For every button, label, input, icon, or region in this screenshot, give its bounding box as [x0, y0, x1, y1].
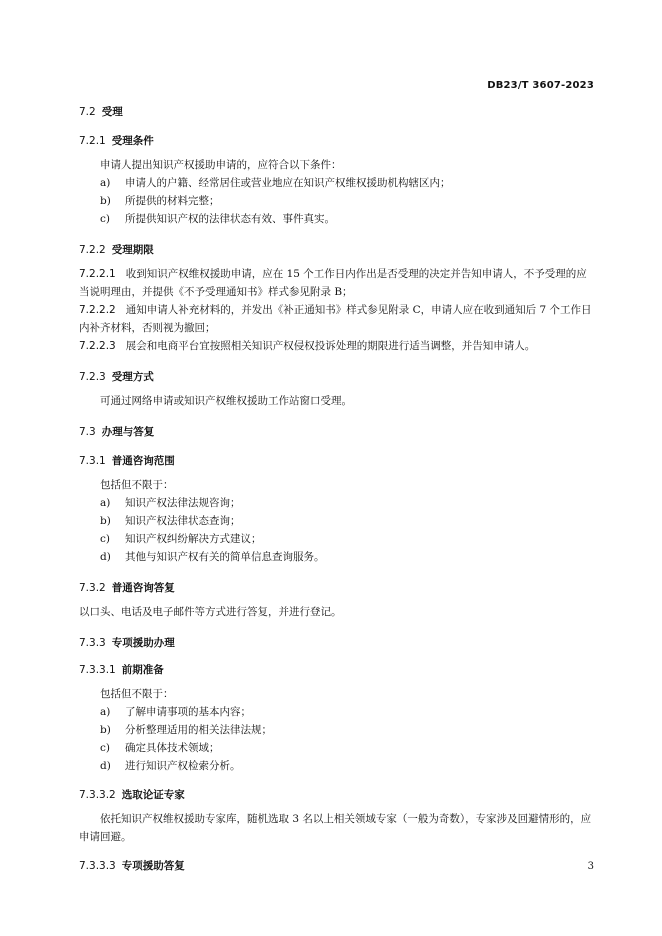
list-item: a) 了解申请事项的基本内容；	[100, 706, 251, 718]
list-item: c) 所提供知识产权的法律状态有效、事件真实。	[100, 213, 335, 225]
paragraph: 包括但不限于：	[100, 688, 174, 700]
list-item: b) 知识产权法律状态查询；	[100, 515, 241, 527]
list-item: a) 申请人的户籍、经常居住或营业地应在知识产权维权援助机构辖区内；	[100, 177, 451, 189]
list-item: d) 进行知识产权检索分析。	[100, 760, 241, 772]
section-heading-7-2-3: 7.2.3 受理方式	[79, 371, 154, 383]
clause-7-2-2-1: 7.2.2.1 收到知识产权维权援助申请，应在 15 个工作日内作出是否受理的决定并告知申请人，不予受理的应当说明理由，并提供《不予受理通知书》样式参见附录 B；	[79, 268, 587, 298]
section-heading-7-2-2: 7.2.2 受理期限	[79, 244, 154, 256]
condition-list	[79, 174, 595, 228]
section-heading-7-3-2: 7.3.2 普通咨询答复	[79, 582, 175, 594]
paragraph: 申请人提出知识产权援助申请的，应符合以下条件：	[100, 159, 342, 171]
list-item: b) 所提供的材料完整；	[100, 195, 220, 207]
list-item: a) 知识产权法律法规咨询；	[100, 497, 241, 509]
page-number: 3	[587, 861, 594, 872]
paragraph: 包括但不限于：	[100, 479, 174, 491]
consult-scope-list	[79, 494, 595, 566]
section-heading-7-2: 7.2 受理	[79, 106, 123, 118]
section-heading-7-3-3-1: 7.3.3.1 前期准备	[79, 664, 164, 676]
document-body	[79, 104, 595, 881]
list-item: c) 确定具体技术领域；	[100, 742, 220, 754]
section-heading-7-3-3: 7.3.3 专项援助办理	[79, 637, 175, 649]
section-heading-7-3-1: 7.3.1 普通咨询范围	[79, 455, 175, 467]
preparation-list	[79, 703, 595, 775]
section-heading-7-3: 7.3 办理与答复	[79, 426, 155, 438]
section-heading-7-3-3-2: 7.3.3.2 选取论证专家	[79, 789, 185, 801]
paragraph: 以口头、电话及电子邮件等方式进行答复，并进行登记。	[79, 606, 342, 618]
list-item: d) 其他与知识产权有关的简单信息查询服务。	[100, 551, 325, 563]
list-item: b) 分析整理适用的相关法律法规；	[100, 724, 272, 736]
clause-7-2-2-2: 7.2.2.2 通知申请人补充材料的，并发出《补正通知书》样式参见附录 C，申请人应在收到通知后 7 个工作日内补齐材料，否则视为撤回；	[79, 304, 592, 334]
paragraph: 依托知识产权维权援助专家库，随机选取 3 名以上相关领域专家（一般为奇数），专家涉及回避情形的，应申请回避。	[79, 813, 592, 843]
section-heading-7-3-3-3: 7.3.3.3 专项援助答复	[79, 860, 185, 872]
clause-7-2-2-3: 7.2.2.3 展会和电商平台宜按照相关知识产权侵权投诉处理的期限进行适当调整，并告知申请人。	[79, 340, 536, 352]
paragraph: 可通过网络申请或知识产权维权援助工作站窗口受理。	[100, 395, 352, 407]
document-code: DB23/T 3607-2023	[487, 80, 594, 91]
section-heading-7-2-1: 7.2.1 受理条件	[79, 135, 154, 147]
list-item: c) 知识产权纠纷解决方式建议；	[100, 533, 262, 545]
